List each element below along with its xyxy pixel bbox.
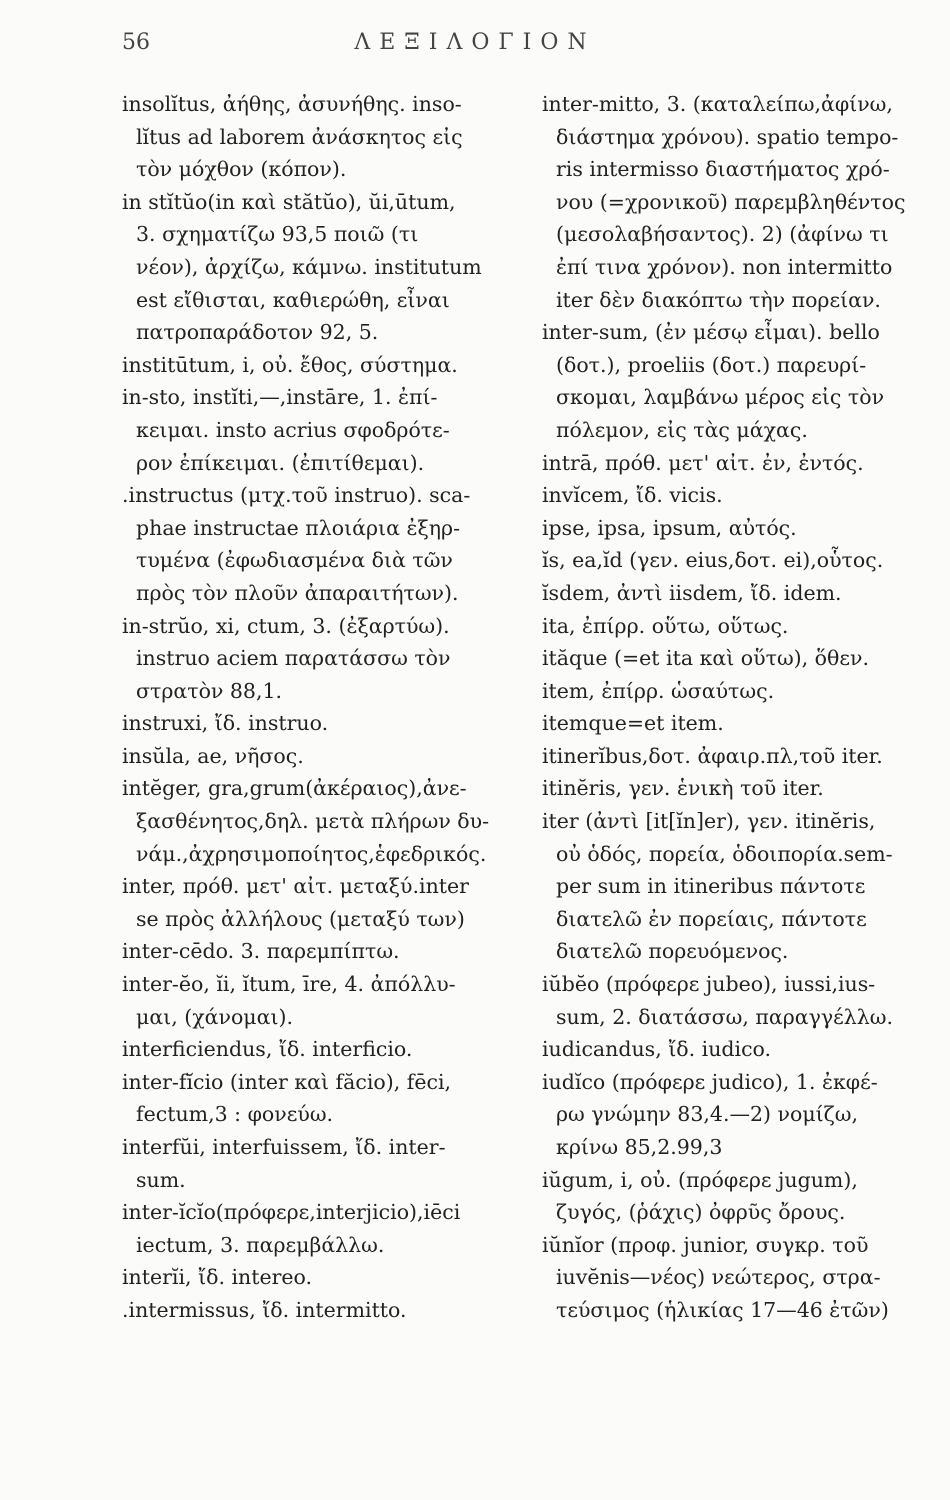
- entry-line: item, ἐπίρρ. ὡσαύτως.: [542, 678, 775, 703]
- entry-line: inter-fĭcio (inter καὶ făcio), fēci,: [122, 1069, 452, 1094]
- page-number: 56: [122, 30, 150, 55]
- entry-line: fectum,3 : φονεύω.: [136, 1102, 334, 1127]
- entry-line: πρὸς τὸν πλοῦν ἀπαραιτήτων).: [136, 580, 459, 605]
- entry-line: itemque=et item.: [542, 711, 724, 736]
- entry-line: οὐ ὁδός, πορεία, ὁδοιπορία.sem-: [556, 841, 893, 866]
- entry-line: ρον ἐπίκειμαι. (ἐπιτίθεμαι).: [136, 450, 425, 475]
- entry-line: νέον), ἀρχίζω, κάμνω. institutum: [136, 254, 482, 279]
- entry-line: inter-ĕo, ĭi, ĭtum, īre, 4. ἀπόλλυ-: [122, 972, 456, 997]
- entry-line: ζυγός, (ῥάχις) ὀφρῦς ὄρους.: [556, 1200, 846, 1225]
- entry-line: διατελῶ πορευόμενος.: [556, 939, 789, 964]
- entry-line: inter, πρόθ. μετ' αἰτ. μεταξύ.inter: [122, 874, 469, 899]
- entry-line: iuvĕnis—νέος) νεώτερος, στρα-: [556, 1265, 881, 1290]
- running-head-title: ΛΕΞΙΛΟΓΙΟΝ: [354, 30, 596, 55]
- entry-line: in-strŭo, xi, ctum, 3. (ἐξαρτύω).: [122, 613, 450, 638]
- entry-line: sum, 2. διατάσσω, παραγγέλλω.: [556, 1004, 893, 1029]
- entry-line: ita, ἐπίρρ. οὕτω, οὕτως.: [542, 613, 789, 638]
- entry-line: sum.: [136, 1167, 186, 1192]
- entry-line: instruo aciem παρατάσσω τὸν: [136, 646, 451, 671]
- entry-line: phae instructae πλοιάρια ἐξηρ-: [136, 515, 460, 540]
- right-column: [542, 88, 937, 1327]
- entry-line: intĕger, gra,grum(ἀκέραιος),ἀνε-: [122, 776, 467, 801]
- entry-line: interĭi, ἴδ. intereo.: [122, 1265, 313, 1290]
- entry-line: ităque (=et ita καὶ οὕτω), ὅθεν.: [542, 646, 869, 671]
- entry-line: inter-ĭcĭo(πρόφερε,interjicio),iēci: [122, 1200, 461, 1225]
- entry-line: (μεσολαβήσαντος). 2) (ἀφίνω τι: [556, 222, 889, 247]
- entry-line: se πρὸς ἀλλήλους (μεταξύ των): [136, 906, 465, 931]
- entry-line: intrā, πρόθ. μετ' αἰτ. ἐν, ἐντός.: [542, 450, 864, 475]
- entry-line: est εἴθισται, καθιερώθη, εἶναι: [136, 287, 450, 312]
- entry-line: .intermissus, ἴδ. intermitto.: [122, 1297, 407, 1322]
- entry-line: ρω γνώμην 83,4.—2) νομίζω,: [556, 1102, 859, 1127]
- entry-line: lĭtus ad laborem ἀνάσκητος εἰς: [136, 124, 463, 149]
- entry-line: inter-cēdo. 3. παρεμπίπτω.: [122, 939, 400, 964]
- entry-line: κειμαι. insto acrius σφοδρότε-: [136, 417, 450, 442]
- entry-line: itinĕris, γεν. ἑνικὴ τοῦ iter.: [542, 776, 824, 801]
- entry-line: ĭs, ea,ĭd (γεν. eius,δοτ. ei),οὗτος.: [542, 548, 884, 573]
- entry-line: iŭbĕo (πρόφερε jubeo), iussi,ius-: [542, 972, 876, 997]
- entry-line: iudicandus, ἴδ. iudico.: [542, 1037, 772, 1062]
- entry-line: διατελῶ ἐν πορείαις, πάντοτε: [556, 906, 867, 931]
- entry-line: iter δὲν διακόπτω τὴν πορείαν.: [556, 287, 881, 312]
- entry-line: interficiendus, ἴδ. interficio.: [122, 1037, 413, 1062]
- entry-line: iectum, 3. παρεμβάλλω.: [136, 1232, 385, 1257]
- entry-line: πατροπαράδοτον 92, 5.: [136, 320, 379, 345]
- entry-line: πόλεμον, εἰς τὰς μάχας.: [556, 417, 808, 442]
- entry-line: inter-mitto, 3. (καταλείπω,ἀφίνω,: [542, 92, 893, 116]
- entry-line: ĭsdem, ἀντὶ iisdem, ἴδ. idem.: [542, 580, 842, 605]
- entry-line: insolĭtus, ἀήθης, ἀσυνήθης. inso-: [122, 92, 462, 116]
- entry-line: in stĭtŭo(in καὶ stătŭo), ŭi,ūtum,: [122, 189, 456, 214]
- entry-line: iŭnĭor (προφ. junior, συγκρ. τοῦ: [542, 1232, 869, 1257]
- entry-line: τὸν μόχθον (κόπον).: [136, 157, 347, 182]
- entry-line: per sum in itineribus πάντοτε: [556, 874, 866, 899]
- entry-line: διάστημα χρόνου). spatio tempo-: [556, 124, 899, 149]
- entry-line: itinerĭbus,δοτ. ἀφαιρ.πλ,τοῦ iter.: [542, 743, 883, 768]
- entry-line: ξασθένητος,δηλ. μετὰ πλήρων δυ-: [136, 809, 490, 834]
- entry-line: 3. σχηματίζω 93,5 ποιῶ (τι: [136, 222, 419, 247]
- entry-line: νάμ.,ἀχρησιμοποίητος,ἑφεδρικός.: [136, 841, 487, 866]
- entry-line: τυμένα (ἐφωδιασμένα διὰ τῶν: [136, 548, 453, 573]
- entry-line: iudĭco (πρόφερε judico), 1. ἐκφέ-: [542, 1069, 878, 1094]
- entry-line: in-sto, instĭti,—,instāre, 1. ἐπί-: [122, 385, 438, 410]
- entry-line: μαι, (χάνομαι).: [136, 1004, 294, 1029]
- entry-line: (δοτ.), proeliis (δοτ.) παρευρί-: [556, 352, 867, 377]
- entry-line: iŭgum, i, οὐ. (πρόφερε jugum),: [542, 1167, 858, 1192]
- entry-line: invĭcem, ἴδ. vicis.: [542, 483, 723, 508]
- entry-line: institūtum, i, οὐ. ἔθος, σύστημα.: [122, 352, 458, 377]
- entry-line: στρατὸν 88,1.: [136, 678, 283, 703]
- entry-line: interfŭi, interfuissem, ἴδ. inter-: [122, 1135, 446, 1159]
- entry-line: ἐπί τινα χρόνον). non intermitto: [556, 254, 893, 279]
- entry-line: νου (=χρονικοῦ) παρεμβληθέντος: [556, 189, 906, 214]
- entry-line: iter (ἀντὶ [it[ĭn]er), γεν. itinĕris,: [542, 809, 876, 834]
- entry-line: instruxi, ἴδ. instruo.: [122, 711, 329, 736]
- left-column: [122, 88, 507, 1327]
- entry-line: ris intermisso διαστήματος χρό-: [556, 157, 890, 182]
- entry-line: σκομαι, λαμβάνω μέρος εἰς τὸν: [556, 385, 885, 410]
- entry-line: inter-sum, (ἐν μέσῳ εἶμαι). bello: [542, 320, 880, 345]
- entry-line: κρίνω 85,2.99,3: [556, 1135, 723, 1159]
- entry-line: τεύσιμος (ἡλικίας 17—46 ἐτῶν): [556, 1297, 889, 1322]
- entry-line: .instructus (μτχ.τοῦ instruo). sca-: [122, 483, 471, 508]
- entry-line: ipse, ipsa, ipsum, αὐτός.: [542, 515, 797, 540]
- entry-line: insŭla, ae, νῆσος.: [122, 743, 304, 768]
